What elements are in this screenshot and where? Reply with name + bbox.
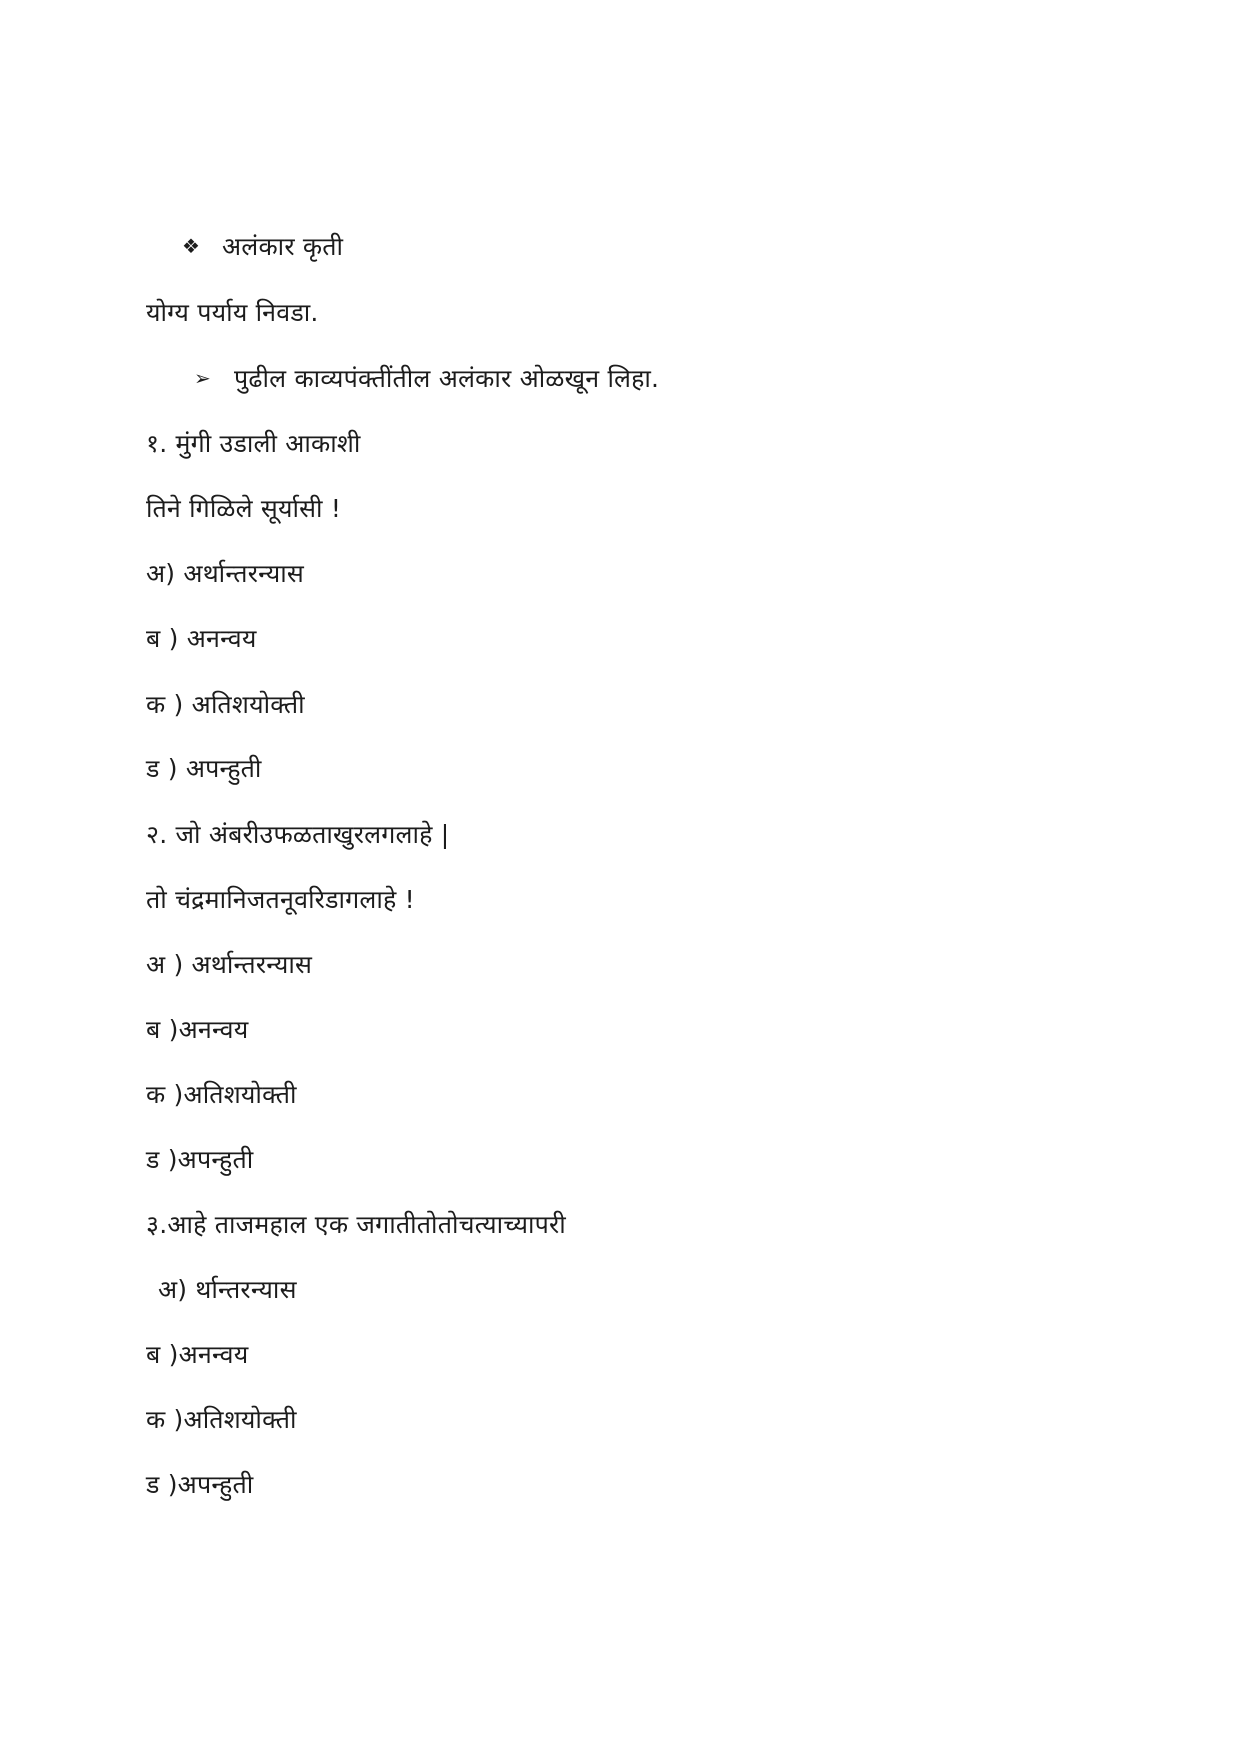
question-2-line-2: तो चंद्रमानिजतनूवरिडागलाहे ! <box>146 885 415 914</box>
question-1-line-1: १. मुंगी उडाली आकाशी <box>146 429 361 458</box>
question-3-option-a: अ) र्थान्तरन्यास <box>158 1275 297 1304</box>
question-1-option-c: क ) अतिशयोक्ती <box>146 690 305 719</box>
sub-instruction <box>194 362 659 397</box>
question-2-line-1: २. जो अंबरीउफळताखुरलगलाहे | <box>146 820 450 849</box>
question-3-option-b: ब )अनन्वय <box>146 1340 249 1369</box>
question-3-option-c: क )अतिशयोक्ती <box>146 1405 297 1434</box>
question-1-option-b: ब ) अनन्वय <box>146 624 257 653</box>
sub-instruction-text: पुढील काव्यपंक्तींतील अलंकार ओळखून लिहा. <box>234 364 660 393</box>
section-heading <box>182 230 343 265</box>
question-3-line-1: ३.आहे ताजमहाल एक जगातीतोतोचत्याच्यापरी <box>146 1210 566 1239</box>
question-3-option-d: ड )अपन्हुती <box>146 1470 254 1499</box>
question-1-line-2: तिने गिळिले सूर्यासी ! <box>146 494 342 523</box>
question-2-option-b: ब )अनन्वय <box>146 1015 249 1044</box>
section-heading-text: अलंकार कृती <box>222 232 344 261</box>
arrow-bullet-icon: ➢ <box>194 366 211 390</box>
question-2-option-a: अ ) अर्थान्तरन्यास <box>146 950 313 979</box>
question-1-option-d: ड ) अपन्हुती <box>146 754 262 783</box>
instruction-text: योग्य पर्याय निवडा. <box>146 298 319 327</box>
question-2-option-d: ड )अपन्हुती <box>146 1145 254 1174</box>
diamond-bullet-icon: ❖ <box>182 234 201 258</box>
question-1-option-a: अ) अर्थान्तरन्यास <box>146 559 304 588</box>
question-2-option-c: क )अतिशयोक्ती <box>146 1080 297 1109</box>
